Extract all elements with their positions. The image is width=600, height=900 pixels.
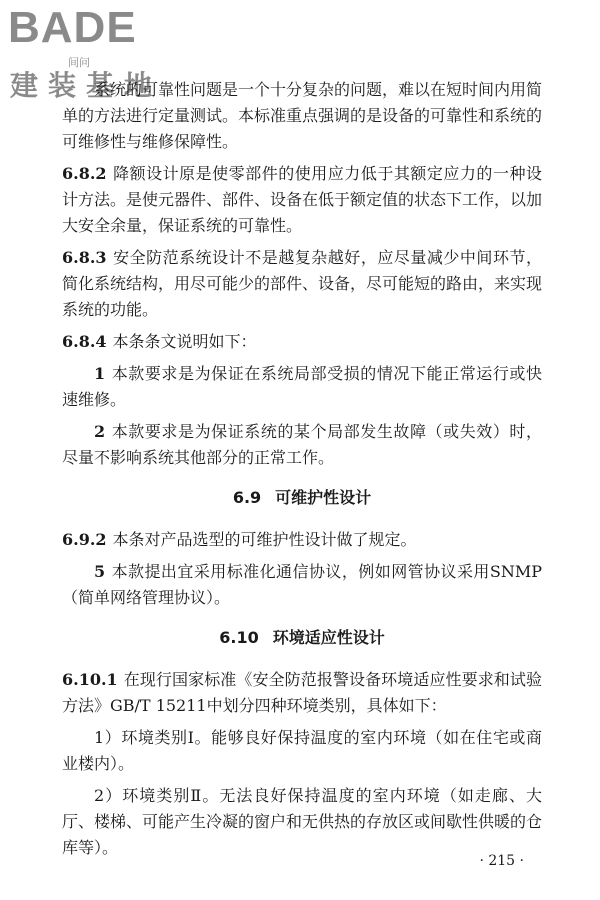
section-title: 可维护性设计 (275, 488, 372, 507)
section-number: 6.10 (219, 628, 259, 647)
clause-number: 6.9.2 (62, 530, 107, 549)
clause-number: 6.8.3 (62, 248, 107, 267)
item-number: 5 (94, 562, 106, 581)
env-class-2 (62, 783, 542, 861)
clause-6-8-4 (62, 329, 542, 355)
clause-text: 安全防范系统设计不是越复杂越好，应尽量减少中间环节，简化系统结构，用尽可能少的部件、设备，尽可能短的路由，来实现系统的功能。 (62, 248, 543, 319)
item-number: 1 (94, 364, 106, 383)
item-text: 环境类别Ⅰ。能够良好保持温度的室内环境（如在住宅或商业楼内）。 (62, 728, 542, 773)
item-2 (62, 419, 542, 471)
clause-6-9-2 (62, 527, 542, 553)
item-number: 1） (94, 728, 122, 747)
clause-text: 本条对产品选型的可维护性设计做了规定。 (112, 530, 417, 549)
clause-6-10-1 (62, 667, 542, 719)
item-5 (62, 559, 542, 611)
item-text: 本款要求是为保证系统的某个局部发生故障（或失效）时，尽量不影响系统其他部分的正常工作。 (62, 422, 542, 467)
item-text: 本款提出宜采用标准化通信协议，例如网管协议采用SNMP（简单网络管理协议）。 (62, 562, 542, 607)
item-text: 本款要求是为保证在系统局部受损的情况下能正常运行或快速维修。 (62, 364, 542, 409)
item-1 (62, 361, 542, 413)
clause-text: 在现行国家标准《安全防范报警设备环境适应性要求和试验方法》GB/T 15211中划分四种环境类别，具体如下： (62, 670, 542, 715)
document-body (62, 77, 542, 867)
section-number: 6.9 (232, 488, 262, 507)
section-heading-6-9 (62, 485, 542, 511)
watermark-brand: BADE (8, 3, 137, 52)
clause-6-8-3 (62, 245, 542, 323)
watermark-cn: 建装基地 (10, 69, 163, 102)
paragraph (62, 77, 542, 155)
section-heading-6-10 (62, 625, 542, 651)
section-title: 环境适应性设计 (272, 628, 385, 647)
item-number: 2 (94, 422, 106, 441)
clause-6-8-2 (62, 161, 542, 239)
clause-text: 降额设计原是使零部件的使用应力低于其额定应力的一种设计方法。是使元器件、部件、设备在低于额定值的状态下工作，以加大安全余量，保证系统的可靠性。 (62, 164, 543, 235)
clause-number: 6.10.1 (62, 670, 118, 689)
clause-number: 6.8.4 (62, 332, 107, 351)
item-number: 2） (94, 786, 123, 805)
clause-text: 本条条文说明如下： (112, 332, 257, 351)
clause-number: 6.8.2 (62, 164, 107, 183)
paragraph-text: 系统的可靠性问题是一个十分复杂的问题，难以在短时间内用简单的方法进行定量测试。本标准重点强调的是设备的可靠性和系统的可维修性与维修保障性。 (62, 80, 543, 151)
page-number: · 215 · (479, 853, 524, 869)
item-text: 环境类别Ⅱ。无法良好保持温度的室内环境（如走廊、大厅、楼梯、可能产生冷凝的窗户和无供热的存放区或间歇性供暖的仓库等）。 (62, 786, 543, 857)
watermark-sub: 间问 (68, 56, 90, 69)
env-class-1 (62, 725, 542, 777)
